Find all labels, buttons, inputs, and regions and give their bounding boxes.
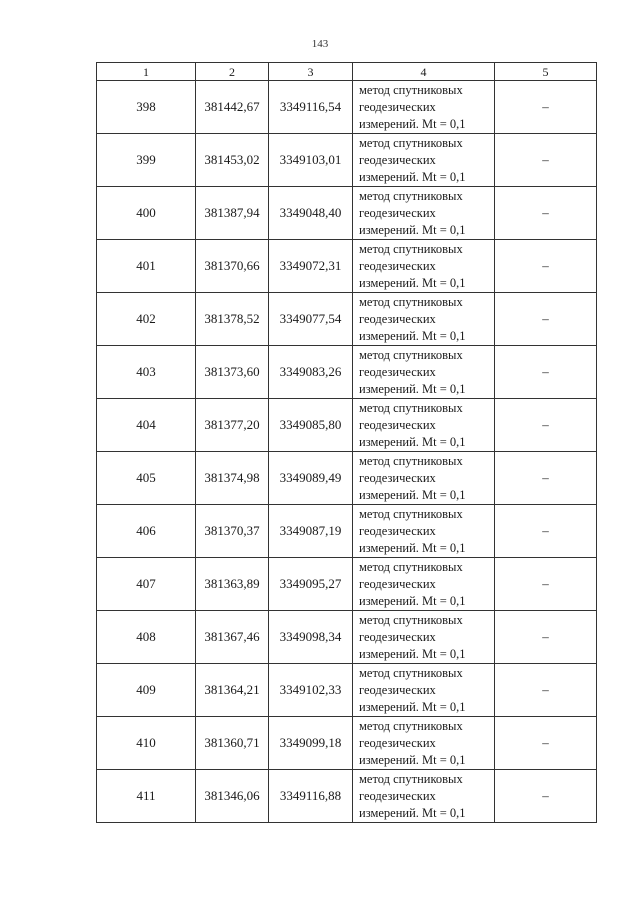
method-line: геодезических — [359, 258, 436, 273]
method-line: геодезических — [359, 523, 436, 538]
note-cell: – — [495, 558, 597, 611]
method-line: метод спутниковых — [359, 188, 463, 203]
method-cell — [353, 505, 495, 558]
y-coordinate-cell: 3349087,19 — [269, 505, 353, 558]
method-cell — [353, 558, 495, 611]
y-coordinate-cell: 3349103,01 — [269, 134, 353, 187]
method-line: метод спутниковых — [359, 82, 463, 97]
x-coordinate-cell: 381370,66 — [196, 240, 269, 293]
table-row — [97, 81, 597, 134]
y-coordinate-cell: 3349095,27 — [269, 558, 353, 611]
note-cell: – — [495, 399, 597, 452]
method-line: геодезических — [359, 417, 436, 432]
y-coordinate-cell: 3349099,18 — [269, 717, 353, 770]
method-line: геодезических — [359, 364, 436, 379]
y-coordinate-cell: 3349102,33 — [269, 664, 353, 717]
table-row — [97, 558, 597, 611]
x-coordinate-cell: 381387,94 — [196, 187, 269, 240]
y-coordinate-cell: 3349089,49 — [269, 452, 353, 505]
page-number: 143 — [311, 38, 329, 50]
point-number-cell: 411 — [97, 770, 196, 823]
method-line: метод спутниковых — [359, 241, 463, 256]
header-row — [97, 63, 597, 81]
method-line: измерений. Mt = 0,1 — [359, 222, 466, 237]
method-line: измерений. Mt = 0,1 — [359, 169, 466, 184]
coordinates-table — [96, 62, 597, 823]
table-row — [97, 452, 597, 505]
method-line: метод спутниковых — [359, 665, 463, 680]
note-cell: – — [495, 134, 597, 187]
y-coordinate-cell: 3349098,34 — [269, 611, 353, 664]
method-line: метод спутниковых — [359, 612, 463, 627]
point-number-cell: 406 — [97, 505, 196, 558]
point-number-cell: 407 — [97, 558, 196, 611]
method-cell — [353, 664, 495, 717]
note-cell: – — [495, 81, 597, 134]
x-coordinate-cell: 381360,71 — [196, 717, 269, 770]
note-cell: – — [495, 717, 597, 770]
header-col-4: 4 — [353, 63, 495, 81]
method-cell — [353, 240, 495, 293]
method-cell — [353, 399, 495, 452]
table-row — [97, 346, 597, 399]
method-line: метод спутниковых — [359, 135, 463, 150]
method-line: метод спутниковых — [359, 506, 463, 521]
method-line: метод спутниковых — [359, 294, 463, 309]
method-line: измерений. Mt = 0,1 — [359, 752, 466, 767]
y-coordinate-cell: 3349083,26 — [269, 346, 353, 399]
x-coordinate-cell: 381373,60 — [196, 346, 269, 399]
note-cell: – — [495, 770, 597, 823]
point-number-cell: 400 — [97, 187, 196, 240]
x-coordinate-cell: 381363,89 — [196, 558, 269, 611]
method-line: геодезических — [359, 205, 436, 220]
x-coordinate-cell: 381367,46 — [196, 611, 269, 664]
table-row — [97, 770, 597, 823]
method-cell — [353, 770, 495, 823]
table-row — [97, 505, 597, 558]
method-line: измерений. Mt = 0,1 — [359, 381, 466, 396]
point-number-cell: 402 — [97, 293, 196, 346]
x-coordinate-cell: 381453,02 — [196, 134, 269, 187]
point-number-cell: 405 — [97, 452, 196, 505]
x-coordinate-cell: 381374,98 — [196, 452, 269, 505]
method-line: метод спутниковых — [359, 559, 463, 574]
method-line: измерений. Mt = 0,1 — [359, 540, 466, 555]
y-coordinate-cell: 3349077,54 — [269, 293, 353, 346]
table-row — [97, 717, 597, 770]
x-coordinate-cell: 381346,06 — [196, 770, 269, 823]
note-cell: – — [495, 346, 597, 399]
point-number-cell: 398 — [97, 81, 196, 134]
y-coordinate-cell: 3349072,31 — [269, 240, 353, 293]
method-line: измерений. Mt = 0,1 — [359, 593, 466, 608]
note-cell: – — [495, 240, 597, 293]
method-cell — [353, 717, 495, 770]
table-row — [97, 134, 597, 187]
y-coordinate-cell: 3349116,88 — [269, 770, 353, 823]
table-row — [97, 399, 597, 452]
method-line: измерений. Mt = 0,1 — [359, 116, 466, 131]
header-col-5: 5 — [495, 63, 597, 81]
y-coordinate-cell: 3349085,80 — [269, 399, 353, 452]
table-row — [97, 293, 597, 346]
method-line: измерений. Mt = 0,1 — [359, 434, 466, 449]
header-col-2: 2 — [196, 63, 269, 81]
method-line: геодезических — [359, 470, 436, 485]
table-body — [97, 81, 597, 823]
note-cell: – — [495, 664, 597, 717]
method-line: метод спутниковых — [359, 347, 463, 362]
method-line: геодезических — [359, 311, 436, 326]
x-coordinate-cell: 381370,37 — [196, 505, 269, 558]
table-row — [97, 611, 597, 664]
method-cell — [353, 346, 495, 399]
method-line: геодезических — [359, 788, 436, 803]
header-col-3: 3 — [269, 63, 353, 81]
method-line: измерений. Mt = 0,1 — [359, 646, 466, 661]
x-coordinate-cell: 381378,52 — [196, 293, 269, 346]
method-line: геодезических — [359, 576, 436, 591]
method-line: геодезических — [359, 629, 436, 644]
method-cell — [353, 134, 495, 187]
y-coordinate-cell: 3349116,54 — [269, 81, 353, 134]
note-cell: – — [495, 293, 597, 346]
table-row — [97, 664, 597, 717]
method-line: метод спутниковых — [359, 771, 463, 786]
point-number-cell: 410 — [97, 717, 196, 770]
y-coordinate-cell: 3349048,40 — [269, 187, 353, 240]
method-line: геодезических — [359, 99, 436, 114]
point-number-cell: 404 — [97, 399, 196, 452]
point-number-cell: 409 — [97, 664, 196, 717]
method-cell — [353, 293, 495, 346]
method-cell — [353, 81, 495, 134]
point-number-cell: 403 — [97, 346, 196, 399]
note-cell: – — [495, 187, 597, 240]
x-coordinate-cell: 381377,20 — [196, 399, 269, 452]
x-coordinate-cell: 381364,21 — [196, 664, 269, 717]
point-number-cell: 399 — [97, 134, 196, 187]
method-line: геодезических — [359, 152, 436, 167]
x-coordinate-cell: 381442,67 — [196, 81, 269, 134]
header-col-1: 1 — [97, 63, 196, 81]
note-cell: – — [495, 505, 597, 558]
note-cell: – — [495, 452, 597, 505]
point-number-cell: 408 — [97, 611, 196, 664]
method-line: измерений. Mt = 0,1 — [359, 487, 466, 502]
method-cell — [353, 187, 495, 240]
method-line: метод спутниковых — [359, 453, 463, 468]
method-line: геодезических — [359, 735, 436, 750]
method-line: метод спутниковых — [359, 400, 463, 415]
method-cell — [353, 452, 495, 505]
table-row — [97, 240, 597, 293]
method-line: метод спутниковых — [359, 718, 463, 733]
method-cell — [353, 611, 495, 664]
method-line: геодезических — [359, 682, 436, 697]
method-line: измерений. Mt = 0,1 — [359, 805, 466, 820]
method-line: измерений. Mt = 0,1 — [359, 699, 466, 714]
table-row — [97, 187, 597, 240]
point-number-cell: 401 — [97, 240, 196, 293]
method-line: измерений. Mt = 0,1 — [359, 328, 466, 343]
note-cell: – — [495, 611, 597, 664]
table-header — [97, 63, 597, 81]
method-line: измерений. Mt = 0,1 — [359, 275, 466, 290]
